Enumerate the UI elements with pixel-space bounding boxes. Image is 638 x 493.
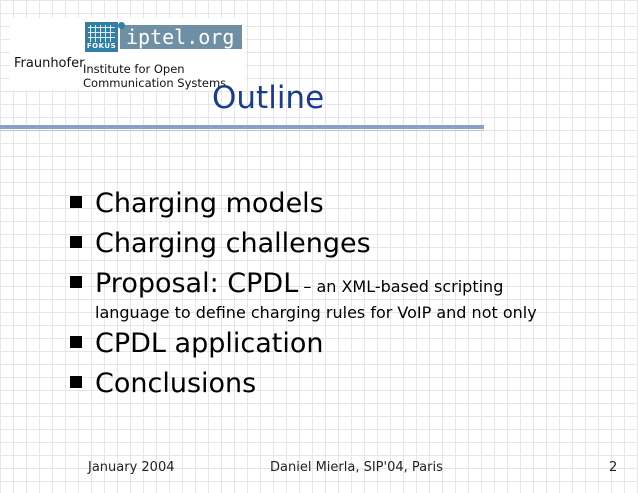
bullet-square-icon [70, 376, 82, 388]
bullet-item [70, 324, 630, 364]
bullet-square-icon [70, 196, 82, 208]
bullet-text: Conclusions [95, 368, 257, 399]
iptel-logo-text: iptel.org [120, 25, 242, 49]
footer-date: January 2004 [88, 460, 175, 475]
bullet-item [70, 364, 630, 404]
footer-page-number: 2 [609, 460, 618, 475]
institute-name [83, 62, 226, 90]
slide-title: Outline [212, 80, 325, 116]
title-divider-shadow [0, 130, 484, 131]
bullet-text: Proposal: CPDL [95, 268, 299, 299]
bullet-item [70, 184, 630, 224]
bullet-subtext: – an XML-based scripting [298, 277, 504, 296]
fokus-label: FOKUS [86, 42, 117, 50]
footer-author-event: Daniel Mierla, SIP'04, Paris [270, 460, 443, 475]
title-divider [0, 125, 484, 129]
institute-line-2: Communication Systems [83, 76, 227, 90]
bullet-list [70, 184, 630, 404]
bullet-item [70, 224, 630, 264]
institute-line-1: Institute for Open [83, 62, 185, 76]
fraunhofer-fokus-iptel-logo [10, 18, 245, 90]
bullet-square-icon [70, 276, 82, 288]
bullet-text: Charging challenges [95, 228, 371, 259]
bullet-text: Charging models [95, 188, 324, 219]
bullet-square-icon [70, 336, 82, 348]
bullet-continuation: language to define charging rules for VoIP and not only [95, 303, 537, 322]
bullet-item [70, 264, 630, 304]
fraunhofer-name: Fraunhofer [14, 56, 85, 71]
bullet-text: CPDL application [95, 328, 324, 359]
bullet-square-icon [70, 236, 82, 248]
iptel-dot-icon [118, 22, 125, 29]
